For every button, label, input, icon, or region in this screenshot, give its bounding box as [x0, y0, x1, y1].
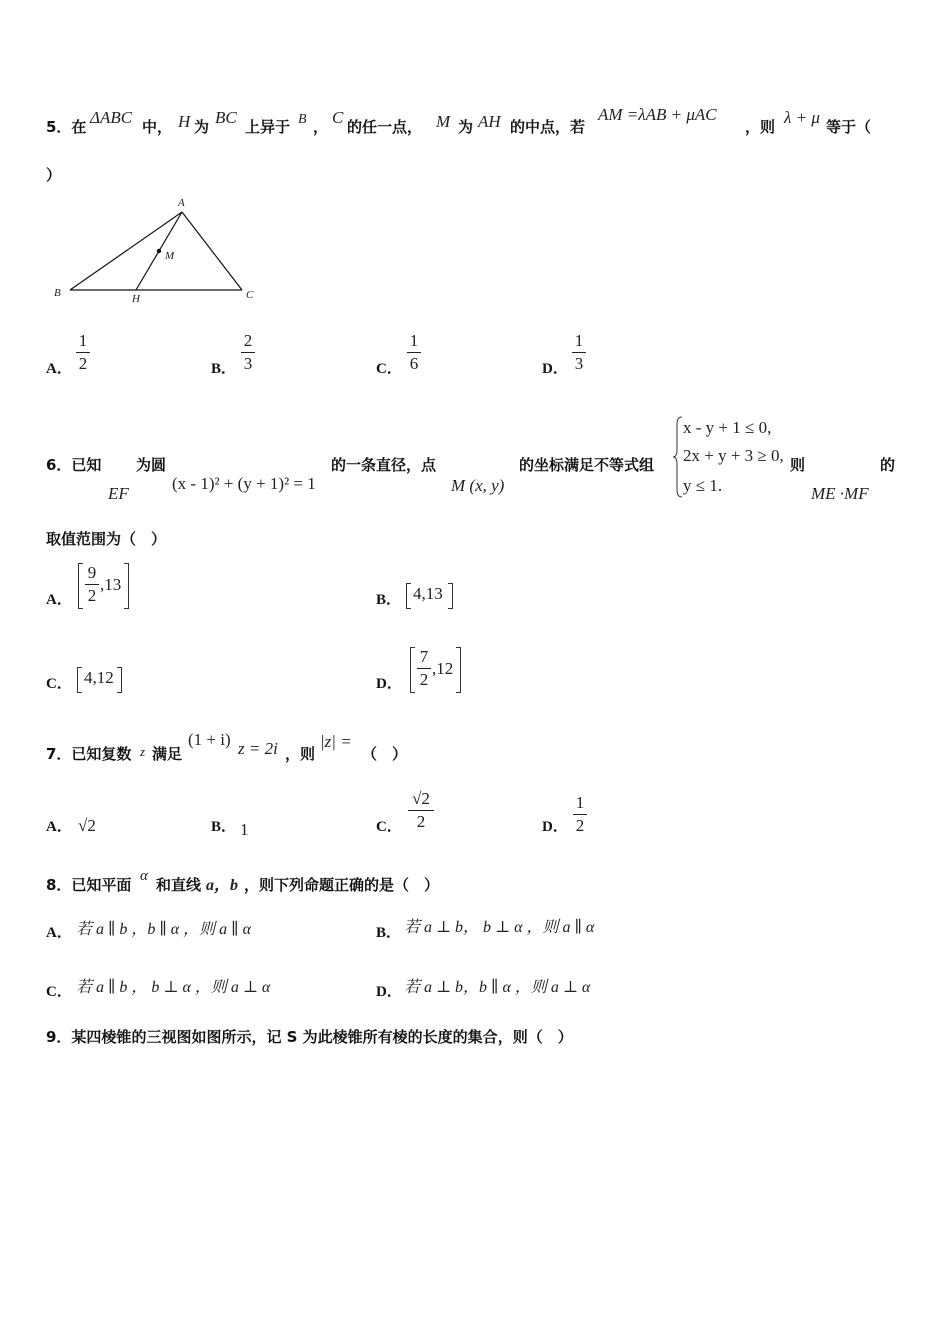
q5-text-2: 为 — [194, 118, 210, 136]
q5-option-b-den: 3 — [243, 354, 253, 373]
q6-text-1: 为圆 — [136, 456, 167, 474]
side-ac — [182, 212, 242, 290]
q8-option-a-label: A． — [46, 925, 72, 941]
q5-option-a-num: 1 — [78, 331, 88, 350]
q6-option-d-left-bracket — [410, 647, 415, 693]
q8-option-a-text: 若 a ∥ b ，b ∥ α ，则 a ∥ α — [76, 921, 251, 938]
q5-option-c-fraction — [407, 331, 421, 374]
q5-option-d-label: D． — [542, 361, 568, 377]
q5-option-b-fraction — [241, 331, 255, 374]
q6-option-a-label: A． — [46, 592, 72, 608]
q8-option-d-label: D． — [376, 984, 402, 1000]
q5-lambda-plus-mu: λ + μ — [784, 108, 820, 127]
q5-option-b-label: B． — [211, 361, 237, 377]
q6-option-d-right-bracket — [456, 647, 461, 693]
q5-segment-ah: AH — [478, 112, 501, 131]
q8-option-c-text: 若 a ∥ b ， b ⊥ α ，则 a ⊥ α — [76, 979, 271, 996]
q8-plane-alpha: α — [140, 868, 148, 884]
q7-option-d-label: D． — [542, 819, 568, 835]
q5-option-d-num: 1 — [574, 331, 584, 350]
q7-option-c-den: 2 — [416, 812, 426, 831]
q5-point-m: M — [436, 112, 451, 131]
figure-label-c: C — [246, 289, 254, 301]
q7-option-a-value: √2 — [78, 816, 96, 835]
q7-text-3: （ ） — [362, 745, 408, 763]
q5-option-a-den: 2 — [78, 354, 88, 373]
q5-text-6: 的中点，若 — [510, 118, 586, 136]
q6-text-2: 的一条直径，点 — [331, 456, 437, 474]
q6-text-4: 则 — [790, 456, 806, 474]
q6-option-a-right-bracket — [124, 563, 129, 609]
q5-point-b: B — [298, 112, 307, 127]
q5-vector-equation: AM =λAB + μAC — [598, 105, 717, 124]
q7-option-d-den: 2 — [575, 816, 585, 835]
q7-option-d-fraction — [573, 793, 587, 836]
q6-option-c-right-bracket — [117, 667, 122, 693]
q6-dot-product: ME ·MF — [811, 484, 869, 503]
q6-option-b-left-bracket — [406, 583, 411, 609]
q7-modulus: |z| = — [320, 732, 352, 751]
q5-triangle-figure — [50, 192, 270, 308]
point-m-dot — [157, 249, 161, 253]
q6-circle-equation: (x - 1)² + (y + 1)² = 1 — [172, 474, 316, 493]
q7-option-b-label: B． — [211, 819, 237, 835]
q5-option-d-fraction — [572, 331, 586, 374]
q5-text-1: 中， — [142, 118, 173, 136]
q5-prefix: 5．在 — [46, 118, 87, 136]
q5-point-h: H — [178, 112, 191, 131]
q5-text-8: 等于（ — [826, 118, 872, 136]
q8-option-c-label: C． — [46, 984, 72, 1000]
q5-option-a-fraction — [76, 331, 90, 374]
q7-prefix: 7．已知复数 — [46, 745, 132, 763]
q6-option-a-num: 9 — [87, 563, 97, 582]
q8-stem-lines: a，b — [206, 877, 239, 894]
q7-text-2: ，则 — [285, 745, 316, 763]
q6-diameter-ef: EF — [108, 484, 129, 503]
q5-text-5: 为 — [458, 118, 474, 136]
q6-prefix: 6．已知 — [46, 456, 102, 474]
q6-option-d-rest: ,12 — [432, 659, 454, 678]
q8-stem-a: 8．已知平面 — [46, 876, 132, 894]
q5-close-paren: ） — [46, 166, 62, 184]
q8-option-b-text: 若 a ⊥ b， b ⊥ α ，则 a ∥ α — [404, 919, 595, 936]
q8-stem-d: ，则下列命题正确的是（ ） — [244, 876, 440, 894]
q6-text-5: 的 — [880, 456, 896, 474]
q7-option-c-label: C． — [376, 819, 402, 835]
q5-triangle: ΔABC — [90, 108, 133, 127]
q6-line-2: 取值范围为（ ） — [46, 530, 167, 548]
q6-inequality-3: y ≤ 1. — [683, 476, 723, 495]
q8-stem-b: 和直线 — [156, 876, 202, 894]
q6-inequality-1: x - y + 1 ≤ 0, — [683, 418, 772, 437]
q7-variable-z: z — [140, 744, 146, 759]
q5-text-4: 的任一点， — [347, 118, 423, 136]
q6-option-a-left-bracket — [78, 563, 83, 609]
q7-lhs: (1 + i) — [188, 730, 231, 749]
q6-option-d-num: 7 — [419, 647, 429, 666]
q6-option-b-right-bracket — [448, 583, 453, 609]
q6-option-a-rest: ,13 — [100, 575, 122, 594]
q7-text-1: 满足 — [152, 745, 183, 763]
figure-label-a: A — [178, 197, 185, 209]
q6-point-m: M (x, y) — [451, 476, 505, 495]
q6-option-d-den: 2 — [419, 670, 429, 689]
q6-option-d-label: D． — [376, 676, 402, 692]
q6-option-d-fraction — [417, 647, 431, 690]
q5-option-c-num: 1 — [409, 331, 419, 350]
q5-point-c: C — [332, 108, 344, 127]
q5-option-a-label: A． — [46, 361, 72, 377]
q6-option-a-den: 2 — [87, 586, 97, 605]
q6-option-c-left-bracket — [77, 667, 82, 693]
q6-option-c-label: C． — [46, 676, 72, 692]
q7-option-c-fraction — [408, 789, 434, 832]
q9-text: 9．某四棱锥的三视图如图所示，记 S 为此棱锥所有棱的长度的集合，则（ ） — [46, 1028, 573, 1046]
q5-text-3: 上异于 — [245, 118, 291, 136]
q7-rhs: z = 2i — [238, 739, 278, 758]
q5-option-b-num: 2 — [243, 331, 253, 350]
figure-label-h: H — [132, 293, 140, 305]
q5-comma: ， — [313, 118, 329, 136]
q7-option-d-num: 1 — [575, 793, 585, 812]
q6-option-b-value: 4,13 — [413, 584, 443, 603]
figure-label-m: M — [165, 250, 175, 262]
q7-option-c-num: √2 — [412, 789, 430, 808]
q5-text-7: ，则 — [745, 118, 776, 136]
q6-option-c-value: 4,12 — [84, 668, 114, 687]
q6-option-a-fraction — [85, 563, 99, 606]
q8-option-b-label: B． — [376, 925, 402, 941]
q5-option-d-den: 3 — [574, 354, 584, 373]
q8-option-d-text: 若 a ⊥ b，b ∥ α ，则 a ⊥ α — [404, 979, 591, 996]
q6-inequality-2: 2x + y + 3 ≥ 0, — [683, 446, 784, 465]
q7-option-a-label: A． — [46, 819, 72, 835]
q5-segment-bc: BC — [215, 108, 237, 127]
q6-option-b-label: B． — [376, 592, 402, 608]
q5-option-c-den: 6 — [409, 354, 419, 373]
q5-option-c-label: C． — [376, 361, 402, 377]
q7-option-b-value: 1 — [240, 820, 249, 839]
figure-label-b: B — [54, 287, 61, 299]
q6-text-3: 的坐标满足不等式组 — [519, 456, 655, 474]
